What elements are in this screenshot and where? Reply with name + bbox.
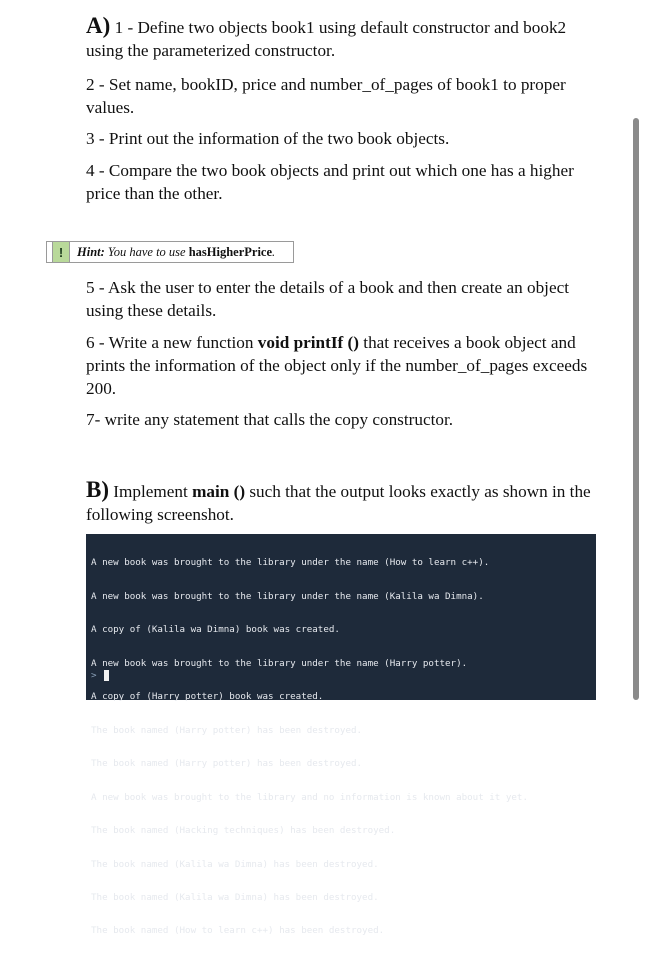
- item-5: 5 - Ask the user to enter the details of a book and then create an object using these details.: [86, 278, 569, 320]
- part-a-letter: A): [86, 13, 111, 38]
- console-line: A new book was brought to the library and no information is known about it yet.: [91, 791, 528, 803]
- console-line: The book named (Harry potter) has been destroyed.: [91, 758, 363, 770]
- hint-body: You have to use: [104, 244, 189, 259]
- console-output: [86, 534, 596, 937]
- console-line: A copy of (Harry potter) book was created.: [91, 691, 324, 703]
- part-b-pre: Implement: [109, 482, 193, 501]
- item-6: [86, 331, 606, 400]
- item-6-post: that receives a book object and prints the information of the object only if the number_of_pages exceeds 200.: [86, 333, 588, 398]
- console-line: A new book was brought to the library under the name (Harry potter).: [91, 657, 468, 669]
- item-1-text: 1 - Define two objects book1 using default constructor and book2 using the parameterized constructor.: [86, 18, 567, 60]
- hint-text: [77, 245, 275, 260]
- console-line: The book named (How to learn c++) has been destroyed.: [91, 925, 385, 937]
- hint-keyword: hasHigherPrice: [188, 244, 273, 259]
- item-6-pre: 6 - Write a new function: [86, 333, 258, 352]
- console-line: A new book was brought to the library under the name (How to learn c++).: [91, 557, 490, 569]
- console-line: The book named (Harry potter) has been destroyed.: [91, 724, 363, 736]
- item-6-function: void printIf (): [257, 333, 359, 352]
- hint-suffix: .: [272, 244, 276, 259]
- part-b-main: main (): [192, 482, 246, 501]
- part-b-letter: B): [86, 477, 109, 502]
- exclamation-icon: !: [52, 242, 70, 262]
- item-1: [86, 14, 606, 62]
- console-line: The book named (Hacking techniques) has been destroyed.: [91, 825, 396, 837]
- console-line: The book named (Kalila wa Dimna) has been destroyed.: [91, 892, 379, 903]
- console-lines: [91, 535, 528, 959]
- console-line: A new book was brought to the library under the name (Kalila wa Dimna).: [91, 590, 484, 602]
- part-b-post: such that the output looks exactly as shown in the following screenshot.: [86, 482, 591, 524]
- item-3: 3 - Print out the information of the two book objects.: [86, 129, 450, 148]
- scrollbar[interactable]: [633, 118, 639, 700]
- item-7: 7- write any statement that calls the copy constructor.: [86, 410, 454, 429]
- item-2: 2 - Set name, bookID, price and number_of_pages of book1 to proper values.: [86, 75, 566, 117]
- console-cursor: [104, 670, 109, 681]
- console-line: A copy of (Kalila wa Dimna) book was created.: [91, 624, 340, 636]
- console-prompt: >: [91, 670, 97, 681]
- hint-prefix: Hint:: [77, 244, 105, 259]
- part-b-intro: [86, 478, 606, 526]
- hint-box: [46, 241, 294, 263]
- item-4: 4 - Compare the two book objects and print out which one has a higher price than the other.: [86, 161, 574, 203]
- console-line: The book named (Kalila wa Dimna) has been destroyed.: [91, 858, 379, 870]
